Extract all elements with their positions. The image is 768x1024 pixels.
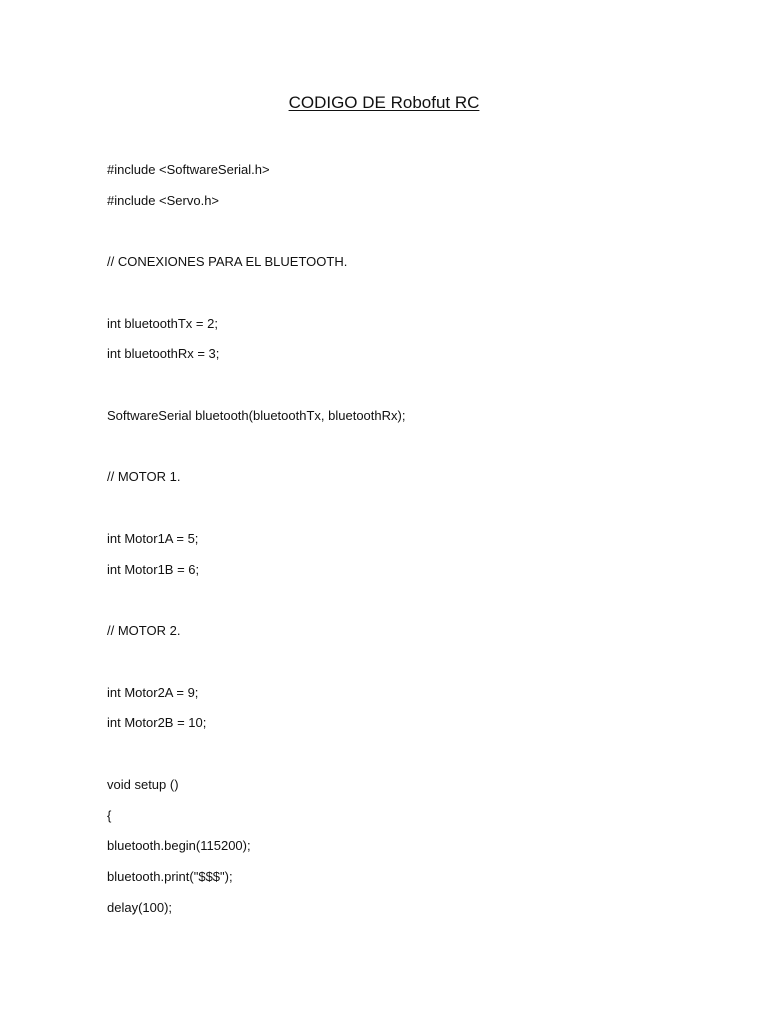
- code-line: int Motor2B = 10;: [107, 715, 207, 730]
- code-line: int Motor1A = 5;: [107, 531, 199, 546]
- code-comment: // MOTOR 1.: [107, 469, 181, 484]
- code-line: bluetooth.begin(115200);: [107, 838, 251, 853]
- document-title: CODIGO DE Robofut RC: [288, 93, 480, 112]
- code-line: {: [107, 808, 112, 823]
- code-line: int bluetoothTx = 2;: [107, 316, 218, 331]
- code-line: #include <Servo.h>: [107, 193, 220, 208]
- code-line: void setup (): [107, 777, 179, 792]
- code-line: bluetooth.print("$$$");: [107, 869, 233, 884]
- code-line: int bluetoothRx = 3;: [107, 346, 220, 361]
- code-line: int Motor2A = 9;: [107, 685, 199, 700]
- code-comment: // CONEXIONES PARA EL BLUETOOTH.: [107, 254, 348, 269]
- code-comment: // MOTOR 2.: [107, 623, 181, 638]
- code-line: int Motor1B = 6;: [107, 562, 200, 577]
- code-line: SoftwareSerial bluetooth(bluetoothTx, bluetoothRx);: [107, 408, 406, 423]
- code-line: #include <SoftwareSerial.h>: [107, 162, 270, 177]
- code-line: delay(100);: [107, 900, 173, 915]
